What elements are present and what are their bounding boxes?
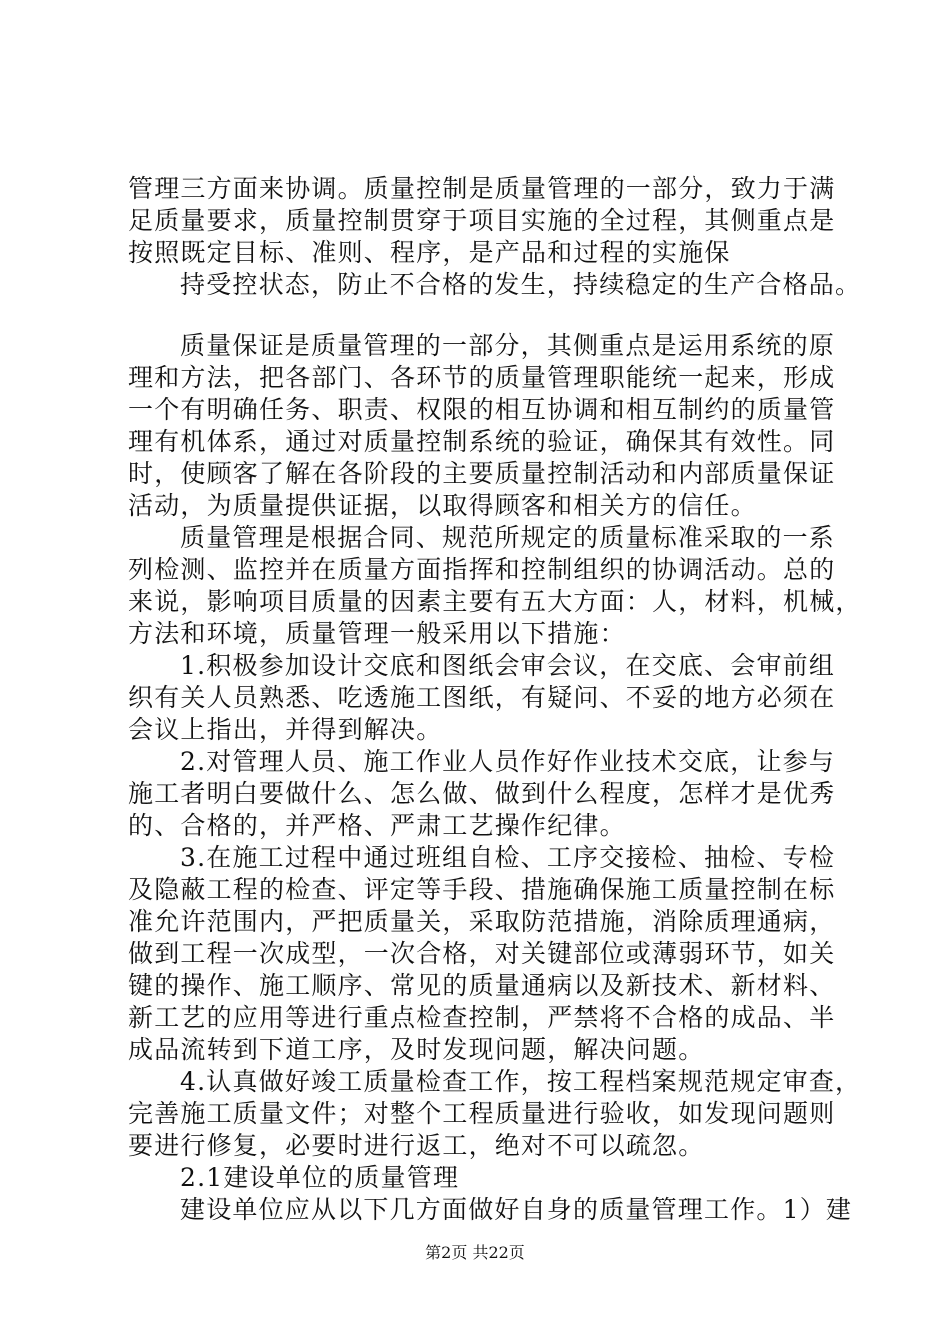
- text-line: 会议上指出，并得到解决。: [128, 715, 443, 744]
- text-line: 完善施工质量文件；对整个工程质量进行验收，如发现问题则: [128, 1099, 836, 1128]
- text-line: 时，使顾客了解在各阶段的主要质量控制活动和内部质量保证: [128, 459, 836, 488]
- text-line: 要进行修复，必要时进行返工，绝对不可以疏忽。: [128, 1131, 705, 1160]
- text-line: 质量保证是质量管理的一部分，其侧重点是运用系统的原: [180, 331, 836, 360]
- text-line: 施工者明白要做什么、怎么做、做到什么程度，怎样才是优秀: [128, 779, 836, 808]
- text-line: 成品流转到下道工序，及时发现问题，解决问题。: [128, 1035, 705, 1064]
- text-line: 及隐蔽工程的检查、评定等手段、措施确保施工质量控制在标: [128, 875, 836, 904]
- text-line: 活动，为质量提供证据，以取得顾客和相关方的信任。: [128, 491, 757, 520]
- text-line: 足质量要求，质量控制贯穿于项目实施的全过程，其侧重点是: [128, 206, 836, 235]
- text-line: 持受控状态，防止不合格的发生，持续稳定的生产合格品。: [180, 270, 862, 299]
- page-footer: 第2页 共22页: [425, 1243, 525, 1262]
- text-line: 列检测、监控并在质量方面指挥和控制组织的协调活动。总的: [128, 555, 836, 584]
- text-line: 理有机体系，通过对质量控制系统的验证，确保其有效性。同: [128, 427, 836, 456]
- text-line: 一个有明确任务、职责、权限的相互协调和相互制约的质量管: [128, 395, 836, 424]
- text-line: 做到工程一次成型，一次合格，对关键部位或薄弱环节，如关: [128, 939, 836, 968]
- text-line: 理和方法，把各部门、各环节的质量管理职能统一起来，形成: [128, 363, 836, 392]
- text-line: 2.对管理人员、施工作业人员作好作业技术交底，让参与: [180, 747, 836, 776]
- text-line: 1.积极参加设计交底和图纸会审会议，在交底、会审前组: [180, 651, 836, 680]
- text-line: 3.在施工过程中通过班组自检、工序交接检、抽检、专检: [180, 843, 836, 872]
- text-line: 键的操作、施工顺序、常见的质量通病以及新技术、新材料、: [128, 971, 836, 1000]
- section-heading: 2.1建设单位的质量管理: [180, 1163, 460, 1192]
- text-line: 管理三方面来协调。质量控制是质量管理的一部分，致力于满: [128, 174, 836, 203]
- text-line: 按照既定目标、准则、程序，是产品和过程的实施保: [128, 238, 731, 267]
- text-line: 准允许范围内，严把质量关，采取防范措施，消除质理通病，: [128, 907, 836, 936]
- text-line: 织有关人员熟悉、吃透施工图纸，有疑问、不妥的地方必须在: [128, 683, 836, 712]
- text-line: 建设单位应从以下几方面做好自身的质量管理工作。1）建: [180, 1195, 853, 1224]
- text-line: 方法和环境，质量管理一般采用以下措施：: [128, 619, 626, 648]
- text-line: 的、合格的，并严格、严肃工艺操作纪律。: [128, 811, 626, 840]
- text-line: 新工艺的应用等进行重点检查控制，严禁将不合格的成品、半: [128, 1003, 836, 1032]
- text-line: 质量管理是根据合同、规范所规定的质量标准采取的一系: [180, 523, 836, 552]
- text-line: 4.认真做好竣工质量检查工作，按工程档案规范规定审查，: [180, 1067, 862, 1096]
- text-line: 来说，影响项目质量的因素主要有五大方面：人，材料，机械，: [128, 587, 862, 616]
